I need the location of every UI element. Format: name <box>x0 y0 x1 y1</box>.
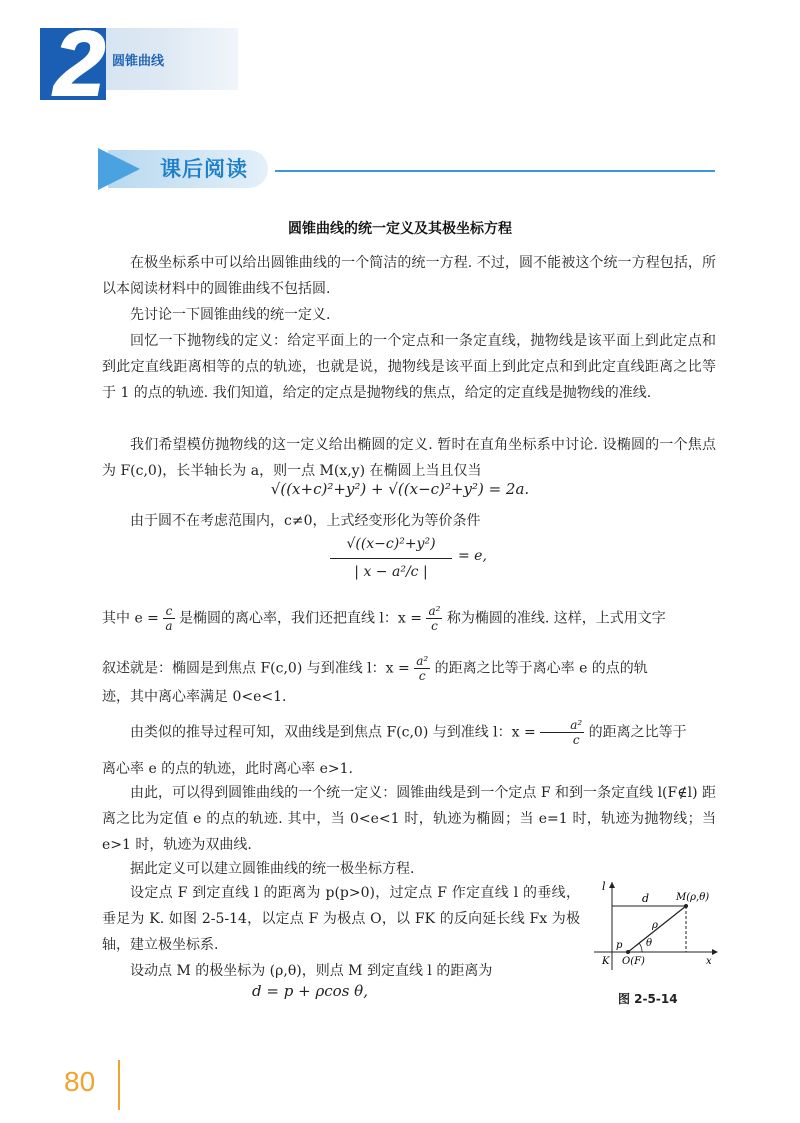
p9-text-b: 的距离之比等于 <box>588 724 687 741</box>
equation-2-rhs: = e, <box>458 548 487 564</box>
paragraph-6 <box>102 604 716 633</box>
paragraph-5: 由于圆不在考虑范围内，c≠0，上式经变形化为等价条件 <box>130 513 481 529</box>
point-O <box>626 950 630 954</box>
fraction-c-over-a: $\frac{c}{a}$ <box>165 604 173 633</box>
paragraph-8: 迹，其中离心率满足 0<e<1. <box>102 689 287 705</box>
p7-text-a: 叙述就是：椭圆是到焦点 F(c,0) 与到准线 l：x = <box>102 660 410 677</box>
label-l: l <box>602 880 606 893</box>
page-number: 80 <box>64 1066 96 1097</box>
section-divider <box>275 170 715 172</box>
label-theta: θ <box>646 938 653 949</box>
page-number-rule <box>118 1060 120 1110</box>
equation-2-numerator: √((x−c)²+y²) <box>346 536 436 552</box>
paragraph-3: 回忆一下抛物线的定义：给定平面上的一个定点和一条定直线，抛物线是该平面上到此定点和到此定直线距离相等的点的轨迹，也就是说，抛物线是该平面上到此定点和到此定直线距离之比等于 1 的点的轨迹. 我们知道，给定的定点是抛物线的焦点，给定的定直线是抛物线的准线. <box>102 333 716 401</box>
p9-text-a: 由类似的推导过程可知，双曲线是到焦点 F(c,0) 与到准线 l：x = <box>130 724 536 741</box>
paragraph-1: 在极坐标系中可以给出圆锥曲线的一个简洁的统一方程. 不过，圆不能被这个统一方程包括，所以本阅读材料中的圆锥曲线不包括圆. <box>102 255 716 297</box>
label-rho: ρ <box>652 920 658 931</box>
label-O: O(F) <box>622 956 645 967</box>
paragraph-4: 我们希望模仿抛物线的这一定义给出椭圆的定义. 暂时在直角坐标系中讨论. 设椭圆的一个焦点为 F(c,0)，长半轴长为 a，则一点 M(x,y) 在椭圆上当且仅当 <box>102 437 716 479</box>
figure-caption: 图 2-5-14 <box>618 992 678 1006</box>
paragraph-11: 由此，可以得到圆锥曲线的一个统一定义：圆锥曲线是到一个定点 F 和到一条定直线 l(F∉l) 距离之比为定值 e 的点的轨迹. 其中，当 0<e<1 时，轨迹为椭圆；当 e=1 时，轨迹为抛物线；当 e>1 时，轨迹为双曲线. <box>102 785 716 853</box>
label-K: K <box>602 956 610 967</box>
label-x: x <box>706 956 712 967</box>
paragraph-13: 设定点 F 到定直线 l 的距离为 p(p>0)，过定点 F 作定直线 l 的垂线，垂足为 K. 如图 2-5-14，以定点 F 为极点 O，以 FK 的反向延长线 Fx 为极轴，建立极坐标系. <box>102 885 580 953</box>
fraction-a2-over-c: $\frac{\text{a²}}{c}$ <box>428 604 441 633</box>
theta-arc <box>639 943 642 952</box>
equation-1: √((x+c)²+y²) + √((x−c)²+y²) = 2a. <box>270 480 530 498</box>
equation-2-denominator: | x − a²/c | <box>354 564 428 580</box>
paragraph-9 <box>102 718 716 747</box>
chapter-number: 2 <box>54 13 106 115</box>
paragraph-10: 离心率 e 的点的轨迹，此时离心率 e>1. <box>102 761 354 777</box>
p7-text-b: 的距离之比等于离心率 e 的点的轨 <box>434 660 648 677</box>
directrix-arrow-icon <box>609 882 615 888</box>
equation-2 <box>330 536 530 596</box>
section-title: 课后阅读 <box>160 157 248 181</box>
article-title: 圆锥曲线的统一定义及其极坐标方程 <box>288 221 512 237</box>
p6-text-c: 称为椭圆的准线. 这样，上式用文字 <box>446 610 666 627</box>
banner-arrow-icon <box>98 148 140 190</box>
point-M <box>684 904 688 908</box>
chapter-title: 圆锥曲线 <box>112 54 165 69</box>
paragraph-14: 设动点 M 的极坐标为 (ρ,θ)，则点 M 到定直线 l 的距离为 <box>130 963 493 979</box>
figure-2-5-14 <box>590 880 720 980</box>
polar-axis-arrow-icon <box>712 949 718 955</box>
fraction-a2-over-c-2: $\frac{\text{a²}}{c}$ <box>416 654 429 683</box>
label-p: p <box>616 940 623 951</box>
p6-text-b: 是椭圆的离心率，我们还把直线 l：x = <box>178 610 422 627</box>
paragraph-7 <box>102 654 716 683</box>
paragraph-2: 先讨论一下圆锥曲线的统一定义. <box>130 307 331 323</box>
paragraph-12: 据此定义可以建立圆锥曲线的统一极坐标方程. <box>130 861 415 877</box>
p6-text-a: 其中 e = <box>102 610 159 627</box>
label-M: M(ρ,θ) <box>676 892 710 903</box>
fraction-a2-over-c-3: $\frac{\text{a²}}{c}$ <box>540 718 584 747</box>
equation-3: d = p + ρcos θ, <box>252 982 368 1000</box>
label-d: d <box>642 892 650 905</box>
